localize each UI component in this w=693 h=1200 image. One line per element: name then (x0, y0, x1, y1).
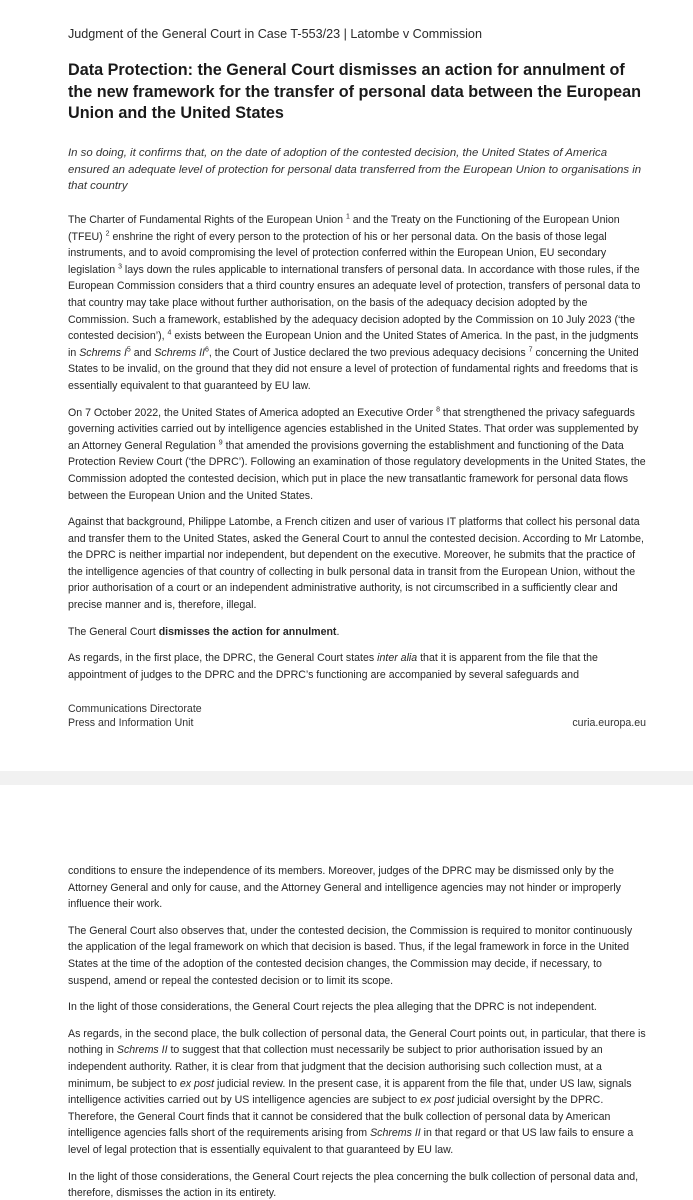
case-name: Schrems II (154, 346, 205, 359)
footnote-ref[interactable]: 8 (436, 406, 440, 413)
footer-directorate: Communications Directorate (68, 703, 202, 715)
paragraph-2: On 7 October 2022, the United States of America adopted an Executive Order $^8$ that strengthened the privacy safeguards governing activities carried out by intelligence agencies established in the United States. That order was supplemented by an Attorney General Regulation $^9$ that amended the provisions governing the establishment and functioning of the Data Protection Review Court (‘the DPRC’). Following an examination of those regulatory developments in the United States, the Commission adopted the contested decision, which put in place the new transatlantic framework for personal data flows between the European Union and the United States. (68, 406, 646, 502)
page-2-body (68, 863, 646, 1200)
case-name: Schrems II (116, 1044, 168, 1057)
document-page-2 (0, 785, 693, 1200)
paragraph-7: The General Court also observes that, under the contested decision, the Commission is required to monitor continuously the application of the legal framework on which that decision is based. Thus, if the legal framework in force in the United States at the time of the adoption of the contested decision changes, the Commission may decide, if necessary, to suspend, amend or repeal the contested decision or to limit its scope. (68, 924, 633, 987)
page-1-body (68, 212, 646, 693)
paragraph-5: As regards, in the first place, the DPRC, the General Court states inter alia that it is apparent from the file that the appointment of judges to the DPRC and the DPRC’s functioning are accompanied by several safeguards and (68, 652, 598, 681)
footnote-ref[interactable]: 2 (105, 230, 110, 238)
footnote-ref[interactable]: 4 (167, 329, 172, 337)
page-footer (68, 702, 646, 730)
press-release-subtitle: In so doing, it confirms that, on the date of adoption of the contested decision, the United States of America ensured an adequate level of protection for personal data transferred from the European Union to organisations in that country (68, 147, 642, 192)
footer-unit: Press and Information Unit (68, 717, 194, 729)
paragraph-3: Against that background, Philippe Latombe, a French citizen and user of various IT platforms that collect his personal data and transfer them to the United States, asked the General Court to annul the contested decision. According to Mr Latombe, the DPRC is neither impartial nor independent, but dependent on the executive. Moreover, he submits that the practice of the intelligence agencies of that country of collecting in bulk personal data in transit from the European Union, without the prior authorisation of a court or an independent administrative authority, is not circumscribed in a sufficiently clear and precise manner and is, therefore, illegal. (68, 516, 644, 612)
paragraph-4: The General Court dismisses the action for annulment. (68, 625, 340, 638)
footnote-ref[interactable]: 6 (205, 346, 209, 354)
footnote-ref[interactable]: 7 (528, 346, 533, 354)
document-header: Judgment of the General Court in Case T-553/23 | Latombe v Commission (68, 27, 482, 41)
case-name: Schrems I (79, 346, 127, 359)
paragraph-1: The Charter of Fundamental Rights of the European Union $^1$ and the Treaty on the Functioning of the European Union (TFEU) $^2$ enshrine the right of every person to the protection of his or her personal data. On the basis of those legal instruments, and to avoid compromising the level of protection conferred within the European Union, EU secondary legislation $^3$ lays down the rules applicable to international transfers of personal data. In accordance with those rules, if the European Commission considers that a third country ensures an adequate level of protection, transfers of personal data to that country may take place without further authorisation, on the basis of the adequacy decision adopted by the Commission. Such a framework, established by the adequacy decision adopted by the Commission on 10 July 2023 (‘the contested decision’), $^4$ exists between the European Union and the United States of America. In the past, in the judgments in Schrems $I^5$ and Schrems $II^6$, the Court of Justice declared the two previous adequacy decisions $^7$ concerning the United States to be invalid, on the ground that they did not ensure a level of protection of fundamental rights and freedoms that is essentially equivalent to that guaranteed by EU law. (68, 213, 641, 392)
footnote-ref[interactable]: 3 (118, 263, 122, 271)
paragraph-10: In the light of those considerations, the General Court rejects the plea concerning the bulk collection of personal data and, therefore, dismisses the action in its entirety. (68, 1170, 639, 1200)
footnote-ref[interactable]: 1 (345, 213, 350, 221)
paragraph-6: conditions to ensure the independence of its members. Moreover, judges of the DPRC may be dismissed only by the Attorney General and only for cause, and the Attorney General and intelligence agencies may not hinder or improperly influence their work. (68, 865, 621, 911)
footnote-ref[interactable]: 9 (218, 439, 223, 447)
press-release-title: Data Protection: the General Court dismisses an action for annulment of the new framework for the transfer of personal data between the European Union and the United States (68, 61, 641, 122)
paragraph-8: In the light of those considerations, the General Court rejects the plea alleging that the DPRC is not independent. (68, 1001, 597, 1014)
paragraph-9: As regards, in the second place, the bulk collection of personal data, the General Court points out, in particular, that there is nothing in Schrems II to suggest that that collection must necessarily be subject to prior authorisation issued by an independent authority. Rather, it is clear from that judgment that the decision authorising such collection must, at a minimum, be subject to ex post judicial review. In the present case, it is apparent from the file that, under US law, signals intelligence activities carried out by US intelligence agencies are subject to ex post judicial oversight by the DPRC. Therefore, the General Court finds that it cannot be considered that the bulk collection of personal data by American intelligence agencies falls short of the requirements arising from Schrems II in that regard or that US law fails to ensure a level of legal protection that is essentially equivalent to that guaranteed by EU law. (68, 1027, 646, 1156)
page-separator (0, 771, 693, 785)
case-name: Schrems II (370, 1127, 421, 1140)
footnote-ref[interactable]: 5 (126, 346, 131, 354)
footer-website-link[interactable]: curia.europa.eu (572, 717, 646, 729)
ruling-emphasis: dismisses the action for annulment (158, 625, 337, 638)
